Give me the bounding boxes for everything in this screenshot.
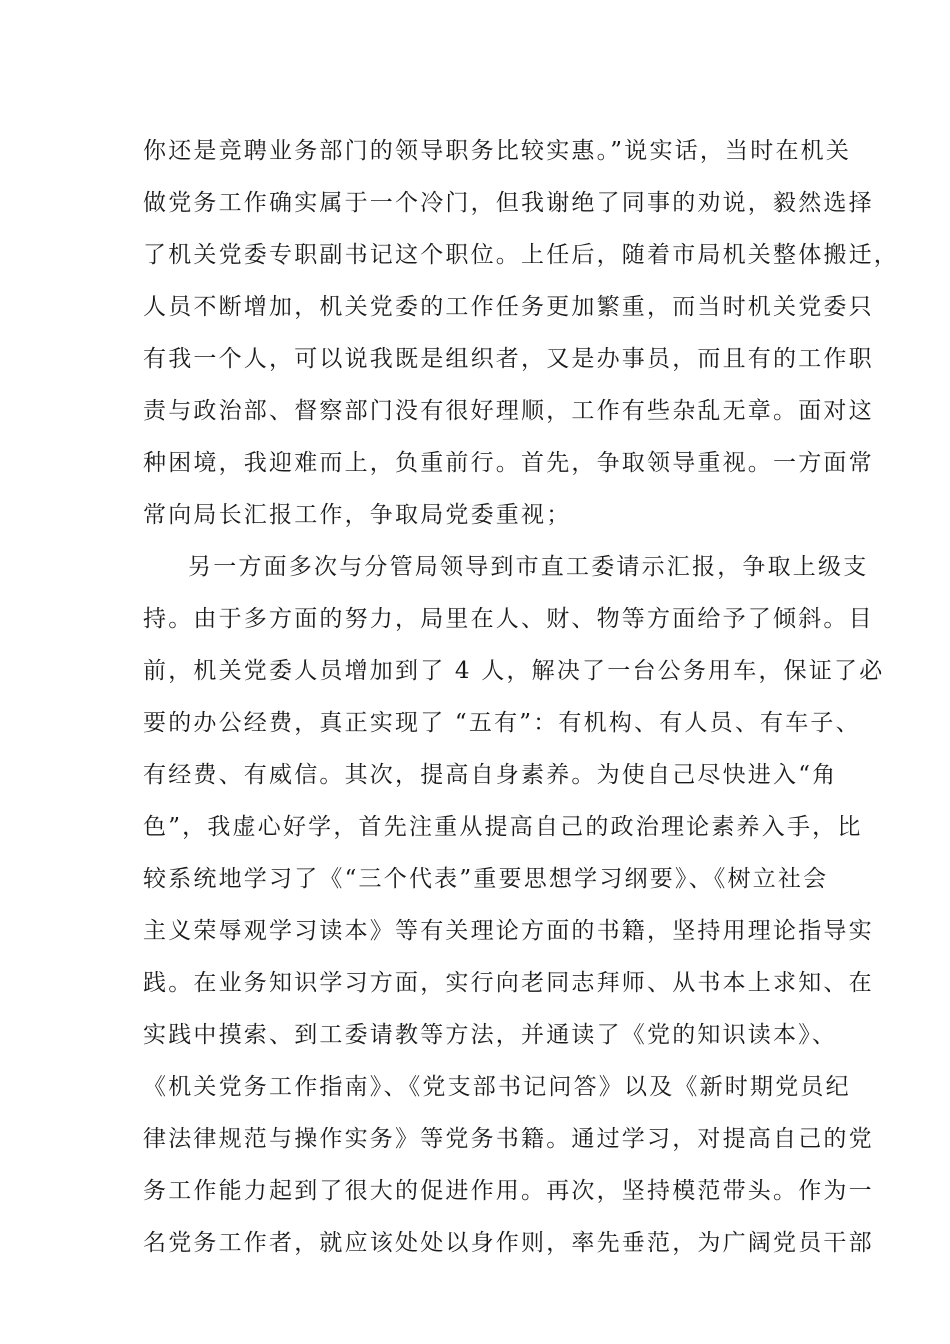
text-line: 持。由于多方面的努力，局里在人、财、物等方面给予了倾斜。目 [143,606,874,632]
text-line: 了机关党委专职副书记这个职位。上任后，随着市局机关整体搬迁， [143,242,899,268]
text-line: 《机关党务工作指南》、《党支部书记问答》以及《新时期党员纪 [143,1074,851,1100]
text-line: 常向局长汇报工作，争取局党委重视； [143,502,572,528]
text-line: 有我一个人，可以说我既是组织者，又是办事员，而且有的工作职 [143,346,874,372]
text-line: 务工作能力起到了很大的促进作用。再次，坚持模范带头。作为一 [143,1178,874,1204]
text-line: 实践中摸索、到工委请教等方法，并通读了《党的知识读本》、 [143,1022,838,1048]
text-line: 践。在业务知识学习方面，实行向老同志拜师、从书本上求知、在 [143,970,874,996]
text-line: 色”，我虚心好学，首先注重从提高自己的政治理论素养入手，比 [143,814,863,840]
text-line: 要的办公经费，真正实现了 “五有”：有机构、有人员、有车子、 [143,710,861,736]
text-line: 名党务工作者，就应该处处以身作则，率先垂范，为广阔党员干部 [143,1230,874,1256]
text-line: 前，机关党委人员增加到了 4 人，解决了一台公务用车，保证了必 [143,658,885,684]
text-line: 你还是竞聘业务部门的领导职务比较实惠。”说实话，当时在机关 [143,138,852,164]
text-line: 较系统地学习了《“三个代表”重要思想学习纲要》、《树立社会 [143,866,829,892]
text-line: 有经费、有威信。其次，提高自身素养。为使自己尽快进入“角 [143,762,838,788]
text-line: 种困境，我迎难而上，负重前行。首先，争取领导重视。一方面常 [143,450,874,476]
text-line: 责与政治部、督察部门没有很好理顺，工作有些杂乱无章。面对这 [143,398,874,424]
text-line: 做党务工作确实属于一个冷门，但我谢绝了同事的劝说，毅然选择 [143,190,874,216]
text-line: 人员不断增加，机关党委的工作任务更加繁重，而当时机关党委只 [143,294,874,320]
text-line: 律法律规范与操作实务》等党务书籍。通过学习，对提高自己的党 [143,1126,874,1152]
text-line: 主义荣辱观学习读本》等有关理论方面的书籍，坚持用理论指导实 [143,918,874,944]
paragraph-first-line: 另一方面多次与分管局领导到市直工委请示汇报，争取上级支 [188,554,869,580]
